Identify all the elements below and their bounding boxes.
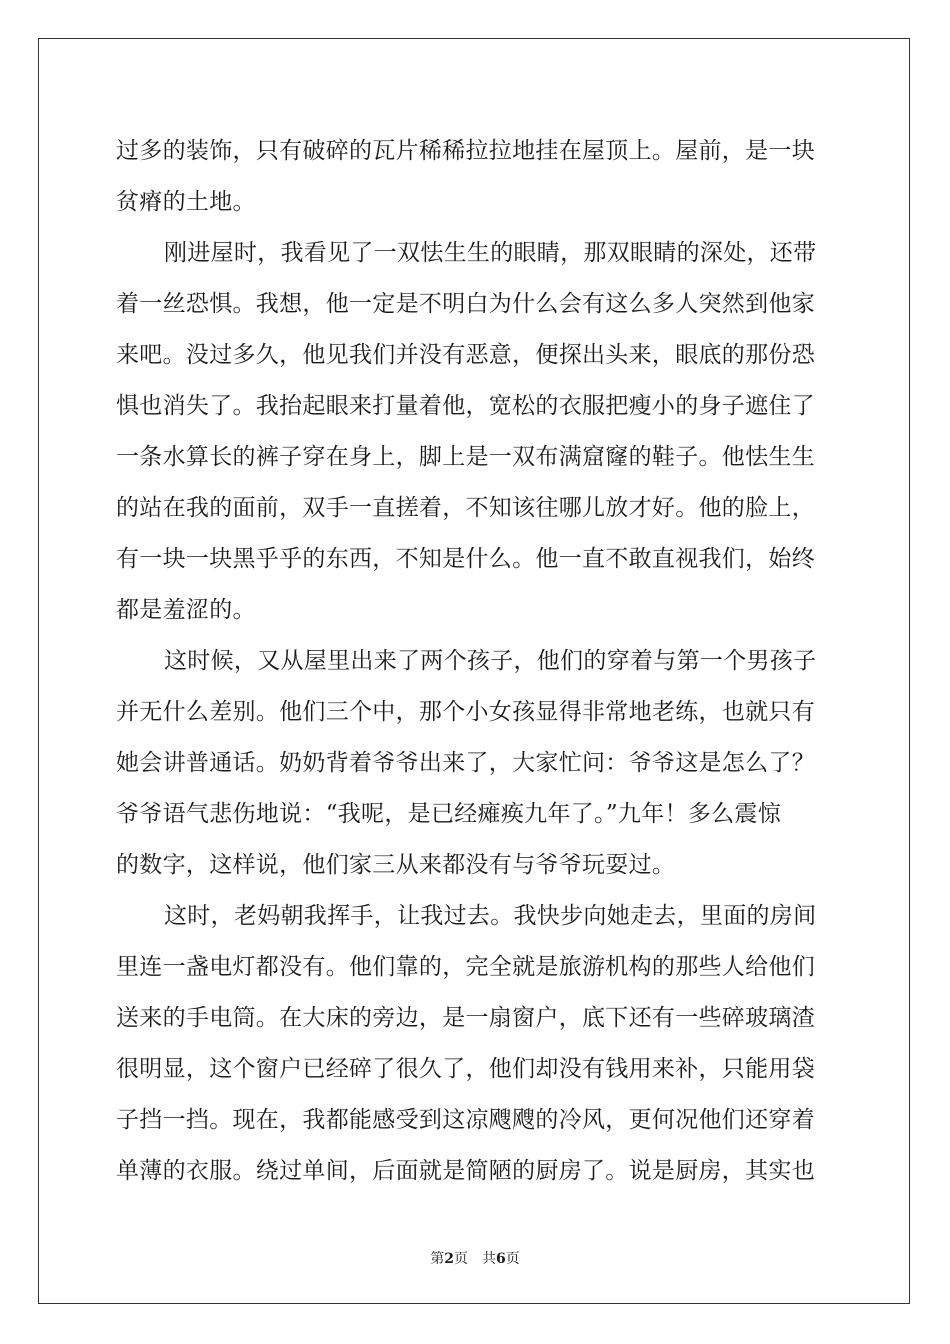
text-line: 都是羞涩的。 — [116, 597, 256, 623]
text-line: 的数字，这样说，他们家三从来都没有与爷爷玩耍过。 — [116, 852, 676, 878]
paragraph-start-line: 这时，老妈朝我挥手，让我过去。我快步向她走去，里面的房间 — [164, 903, 817, 929]
footer-middle: 页 共 — [454, 1251, 496, 1267]
text-line: 着一丝恐惧。我想，他一定是不明白为什么会有这么多人突然到他家 — [116, 291, 815, 317]
text-line: 惧也消失了。我抬起眼来打量着他，宽松的衣服把瘦小的身子遮住了 — [116, 393, 815, 419]
document-body — [116, 126, 834, 1197]
text-line: 的站在我的面前，双手一直搓着，不知该往哪儿放才好。他的脸上， — [116, 495, 815, 521]
text-line: 单薄的衣服。绕过单间，后面就是简陋的厨房了。说是厨房，其实也 — [116, 1158, 815, 1184]
text-line: 并无什么差别。他们三个中，那个小女孩显得非常地老练，也就只有 — [116, 699, 815, 725]
total-page-count: 6 — [496, 1251, 506, 1267]
text-line: 子挡一挡。现在，我都能感受到这凉飕飕的冷风，更何况他们还穿着 — [116, 1107, 815, 1133]
text-line: 来吧。没过多久，他见我们并没有恶意，便探出头来，眼底的那份恐 — [116, 342, 815, 368]
text-line: 里连一盏电灯都没有。他们靠的，完全就是旅游机构的那些人给他们 — [116, 954, 815, 980]
text-line: 过多的装饰，只有破碎的瓦片稀稀拉拉地挂在屋顶上。屋前，是一块 — [116, 138, 815, 164]
footer-suffix: 页 — [505, 1251, 520, 1267]
paragraph-start-line: 这时候，又从屋里出来了两个孩子，他们的穿着与第一个男孩子 — [164, 648, 817, 674]
page-footer — [0, 1248, 950, 1268]
text-line: 有一块一块黑乎乎的东西，不知是什么。他一直不敢直视我们，始终 — [116, 546, 815, 572]
text-line: 贫瘠的土地。 — [116, 189, 256, 215]
current-page-number: 2 — [444, 1251, 454, 1267]
text-line: 一条水算长的裤子穿在身上，脚上是一双布满窟窿的鞋子。他怯生生 — [116, 444, 815, 470]
text-line: 爷爷语气悲伤地说：“我呢，是已经瘫痪九年了。”九年！多么震惊 — [116, 801, 782, 827]
text-line: 她会讲普通话。奶奶背着爷爷出来了，大家忙问：爷爷这是怎么了？ — [116, 750, 815, 776]
paragraph-start-line: 刚进屋时，我看见了一双怯生生的眼睛，那双眼睛的深处，还带 — [164, 240, 817, 266]
text-line: 送来的手电筒。在大床的旁边，是一扇窗户，底下还有一些碎玻璃渣 — [116, 1005, 815, 1031]
text-line: 很明显，这个窗户已经碎了很久了，他们却没有钱用来补，只能用袋 — [116, 1056, 815, 1082]
footer-prefix: 第 — [430, 1251, 445, 1267]
